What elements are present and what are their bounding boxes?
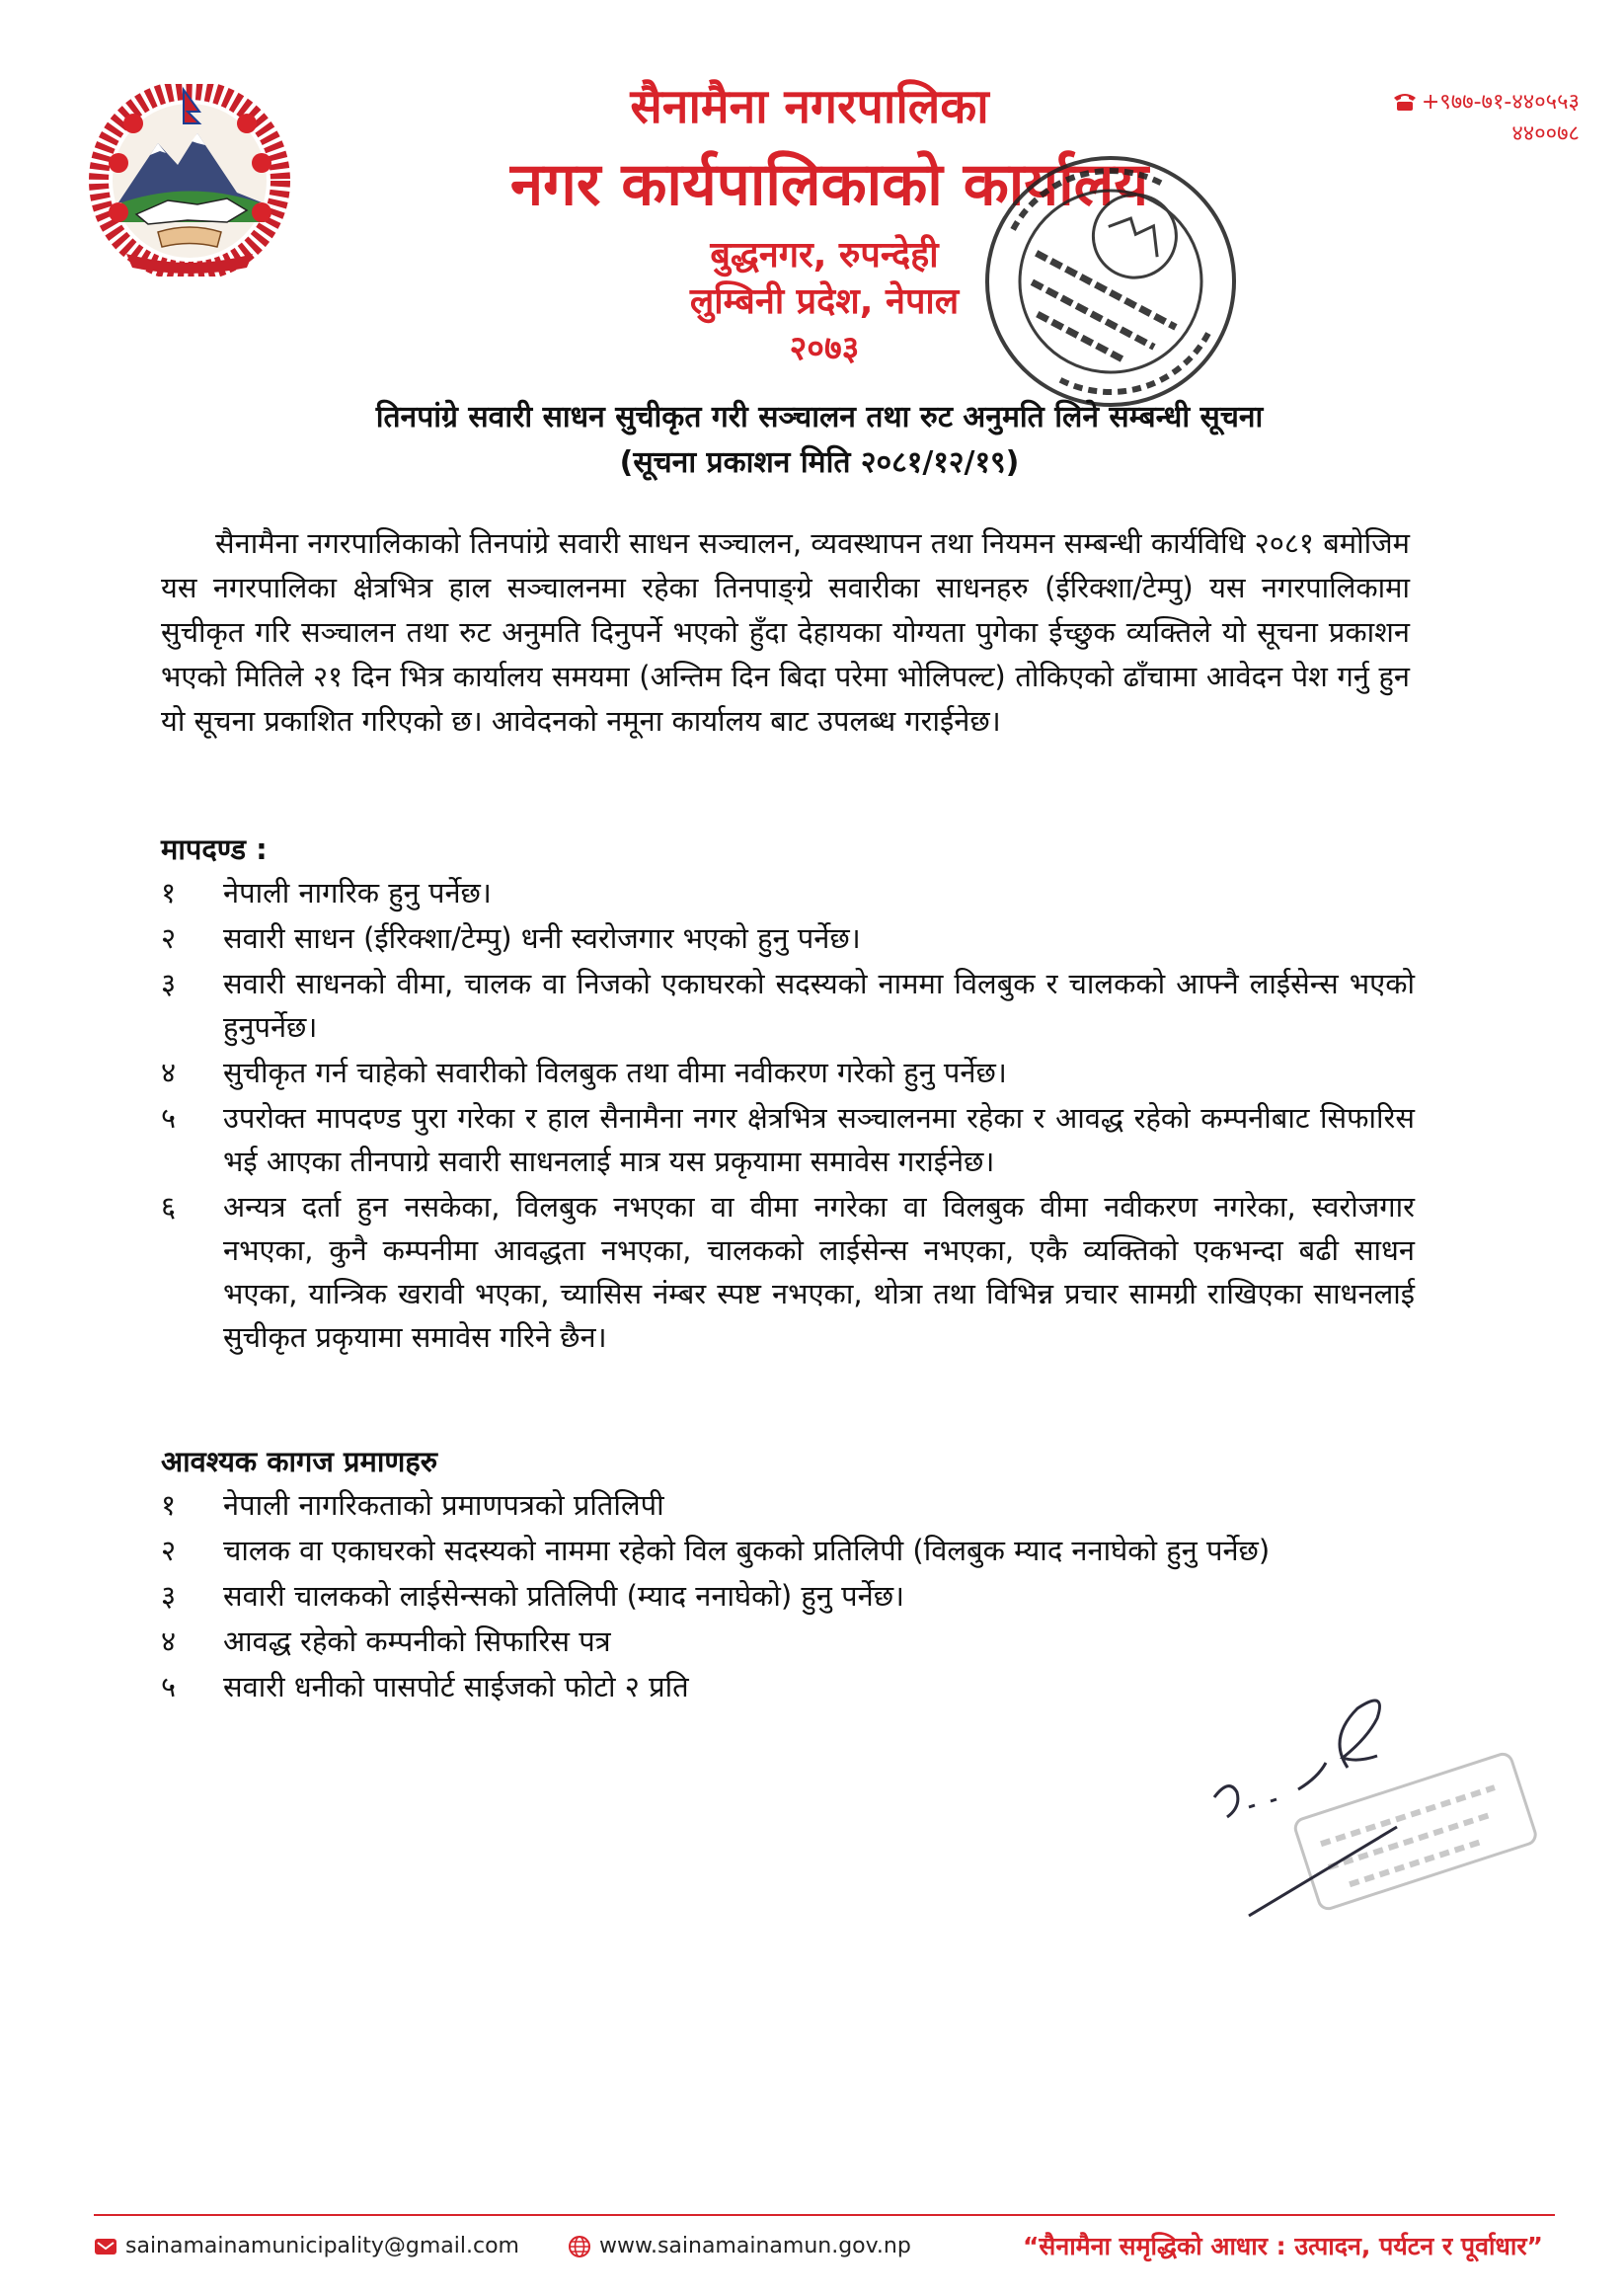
signature bbox=[1209, 1679, 1545, 1975]
criteria-item: ४ सुचीकृत गर्न चाहेको सवारीको विलबुक तथा वीमा नवीकरण गरेको हुनु पर्नेछ। bbox=[161, 1056, 1007, 1089]
office-stamp bbox=[972, 143, 1249, 420]
notice-title: तिनपांग्रे सवारी साधन सुचीकृत गरी सञ्चालन तथा रुट अनुमति लिने सम्बन्धी सूचना bbox=[375, 400, 1264, 435]
criteria-list bbox=[161, 871, 1415, 1361]
email-icon bbox=[94, 2235, 117, 2258]
criteria-heading: मापदण्ड : bbox=[161, 832, 268, 866]
footer-divider bbox=[94, 2214, 1555, 2216]
phone-icon bbox=[1392, 92, 1418, 112]
nepal-emblem-icon bbox=[89, 84, 291, 277]
document-item: २ चालक वा एकाघरको सदस्यको नाममा रहेको विल बुकको प्रतिलिपी (विलबुक म्याद ननाघेको हुनु पर्नेछ) bbox=[161, 1534, 1271, 1567]
phone-number-2: ४४००७८ bbox=[1511, 121, 1580, 146]
address-line-1: बुद्धनगर, रुपन्देही bbox=[710, 235, 939, 276]
footer-email[interactable]: sainamainamunicipality@gmail.com bbox=[125, 2234, 519, 2258]
criteria-item: ५ उपरोक्त मापदण्ड पुरा गरेका र हाल सैनामैना नगर क्षेत्रभित्र सञ्चालनमा रहेका र आवद्ध रहेको कम्पनीबाट सिफारिस भई आएका तीनपाग्रे सवारी साधनलाई मात्र यस प्रकृयामा समावेस गराईनेछ। bbox=[161, 1101, 1415, 1178]
document-item: ३ सवारी चालकको लाईसेन्सको प्रतिलिपी (म्याद ननाघेको) हुनु पर्नेछ। bbox=[161, 1579, 905, 1613]
criteria-item: १ नेपाली नागरिक हुनु पर्नेछ। bbox=[161, 876, 492, 910]
documents-list bbox=[161, 1483, 1415, 1710]
notice-date: (सूचना प्रकाशन मिति २०८१/१२/१९) bbox=[619, 445, 1020, 480]
document-item: १ नेपाली नागरिकताको प्रमाणपत्रको प्रतिलिपी bbox=[161, 1488, 664, 1522]
documents-heading: आवश्यक कागज प्रमाणहरु bbox=[161, 1445, 438, 1478]
established-year: २०७३ bbox=[789, 329, 860, 368]
globe-icon bbox=[568, 2235, 591, 2258]
notice-body: सैनामैना नगरपालिकाको तिनपांग्रे सवारी साधन सञ्चालन, व्यवस्थापन तथा नियमन सम्बन्धी कार्यविधि २०८१ बमोजिम यस नगरपालिका क्षेत्रभित्र हाल सञ्चालनमा रहेका तिनपाङ्ग्रे सवारीका साधनहरु (ईरिक्शा/टेम्पु) यस नगरपालिकामा सुचीकृत गरि सञ्चालन तथा रुट अनुमति दिनुपर्ने भएको हुँदा देहायका योग्यता पुगेका ईच्छुक व्यक्तिले यो सूचना प्रकाशन भएको मितिले २१ दिन भित्र कार्यालय समयमा (अन्तिम दिन बिदा परेमा भोलिपल्ट) तोकिएको ढाँचामा आवेदन पेश गर्नु हुन यो सूचना प्रकाशित गरिएको छ। आवेदनको नमूना कार्यालय बाट उपलब्ध गराईनेछ। bbox=[161, 526, 1410, 738]
criteria-item: ३ सवारी साधनको वीमा, चालक वा निजको एकाघरको सदस्यको नाममा विलबुक र चालकको आफ्नै लाईसेन्स भएको हुनुपर्नेछ। bbox=[161, 967, 1415, 1044]
document-item: ४ आवद्ध रहेको कम्पनीको सिफारिस पत्र bbox=[161, 1624, 611, 1658]
footer bbox=[94, 2227, 1555, 2266]
footer-website[interactable]: www.sainamainamun.gov.np bbox=[599, 2234, 911, 2258]
document-item: ५ सवारी धनीको पासपोर्ट साईजको फोटो २ प्रति bbox=[161, 1670, 689, 1703]
footer-slogan: “सैनामैना समृद्धिको आधार : उत्पादन, पर्यटन र पूर्वाधार” bbox=[1022, 2232, 1543, 2260]
criteria-item: ६ अन्यत्र दर्ता हुन नसकेका, विलबुक नभएका वा वीमा नगरेका वा विलबुक वीमा नवीकरण नगरेका, स्वरोजगार नभएका, कुनै कम्पनीमा आवद्धता नभएका, चालकको लाईसेन्स नभएका, एकै व्यक्तिको एकभन्दा बढी साधन भएका, यान्त्रिक खरावी भएका, च्यासिस नंम्बर स्पष्ट नभएका, थोत्रा तथा विभिन्न प्रचार सामग्री राखिएका साधनलाई सुचीकृत प्रकृयामा समावेस गरिने छैन। bbox=[161, 1190, 1415, 1354]
phone-block bbox=[1283, 87, 1580, 150]
criteria-item: २ सवारी साधन (ईरिक्शा/टेम्पु) धनी स्वरोजगार भएको हुनु पर्नेछ। bbox=[161, 921, 861, 955]
office-name: नगर कार्यपालिकाको कार्यालय bbox=[509, 150, 1149, 219]
municipality-name: सैनामैना नगरपालिका bbox=[630, 79, 989, 134]
address-line-2: लुम्बिनी प्रदेश, नेपाल bbox=[689, 281, 960, 322]
phone-number-1: +९७७-७१-४४०५५३ bbox=[1421, 90, 1580, 115]
